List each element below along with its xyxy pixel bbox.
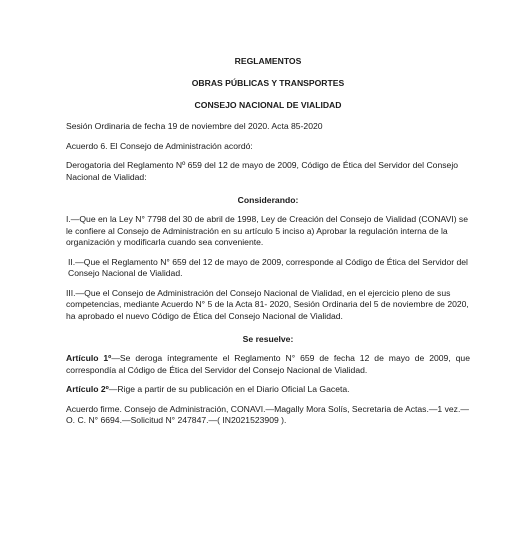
ministry-heading: OBRAS PÚBLICAS Y TRANSPORTES (191, 78, 345, 88)
agreement-line: Acuerdo 6. El Consejo de Administración acordó: (66, 140, 253, 151)
subject-paragraph: Derogatoria del Reglamento Nº 659 del 12 de mayo de 2009, Código de Ética del Servidor del Consejo Nacional de Vialidad: (66, 160, 459, 182)
article-2-text: —Rige a partir de su publicación en el Diario Oficial La Gaceta. (108, 384, 350, 394)
article-1-label: Artículo 1º (66, 353, 112, 363)
article-2-label: Artículo 2º (66, 384, 109, 394)
section-heading: REGLAMENTOS (234, 56, 302, 66)
session-line: Sesión Ordinaria de fecha 19 de noviembre del 2020. Acta 85-2020 (66, 121, 323, 131)
considerando-item-1: I.—Que en la Ley N° 7798 del 30 de abril de 1998, Ley de Creación del Consejo de Vialidad (CONAVI) se le confiere al Consejo de Administración en su artículo 5 inciso a) Aprobar la regulación interna de la organización y modificarla cuando sea conveniente. (66, 214, 469, 247)
considerando-item-3: III.—Que el Consejo de Administración del Consejo Nacional de Vialidad, en el ejercicio pleno de sus competencias, mediante Acuerdo N° 5 de la Acta 81- 2020, Sesión Ordinaria del 5 de noviembre de 2020, ha aprobado el nuevo Código de Ética del Consejo Nacional de Vialidad. (66, 287, 469, 321)
considerando-item-2: II.—Que el Reglamento N° 659 del 12 de mayo de 2009, corresponde al Código de Ética del Servidor del Consejo Nacional de Vialidad. (68, 256, 468, 278)
considerando-heading: Considerando: (237, 195, 299, 205)
closing-paragraph: Acuerdo firme. Consejo de Administración, CONAVI.—Magally Mora Solís, Secretaria de Actas.—1 vez.—O. C. N° 6694.—Solicitud N° 247847.—( IN2021523909 ). (66, 403, 469, 425)
article-1 (66, 353, 470, 376)
article-2 (66, 384, 470, 396)
article-1-text: —Se deroga íntegramente el Reglamento N° 659 de fecha 12 de mayo de 2009, que correspondía al Código de Ética del Servidor del Consejo Nacional de Vialidad. (66, 353, 470, 375)
resuelve-heading: Se resuelve: (242, 334, 294, 344)
council-heading: CONSEJO NACIONAL DE VIALIDAD (194, 100, 342, 110)
